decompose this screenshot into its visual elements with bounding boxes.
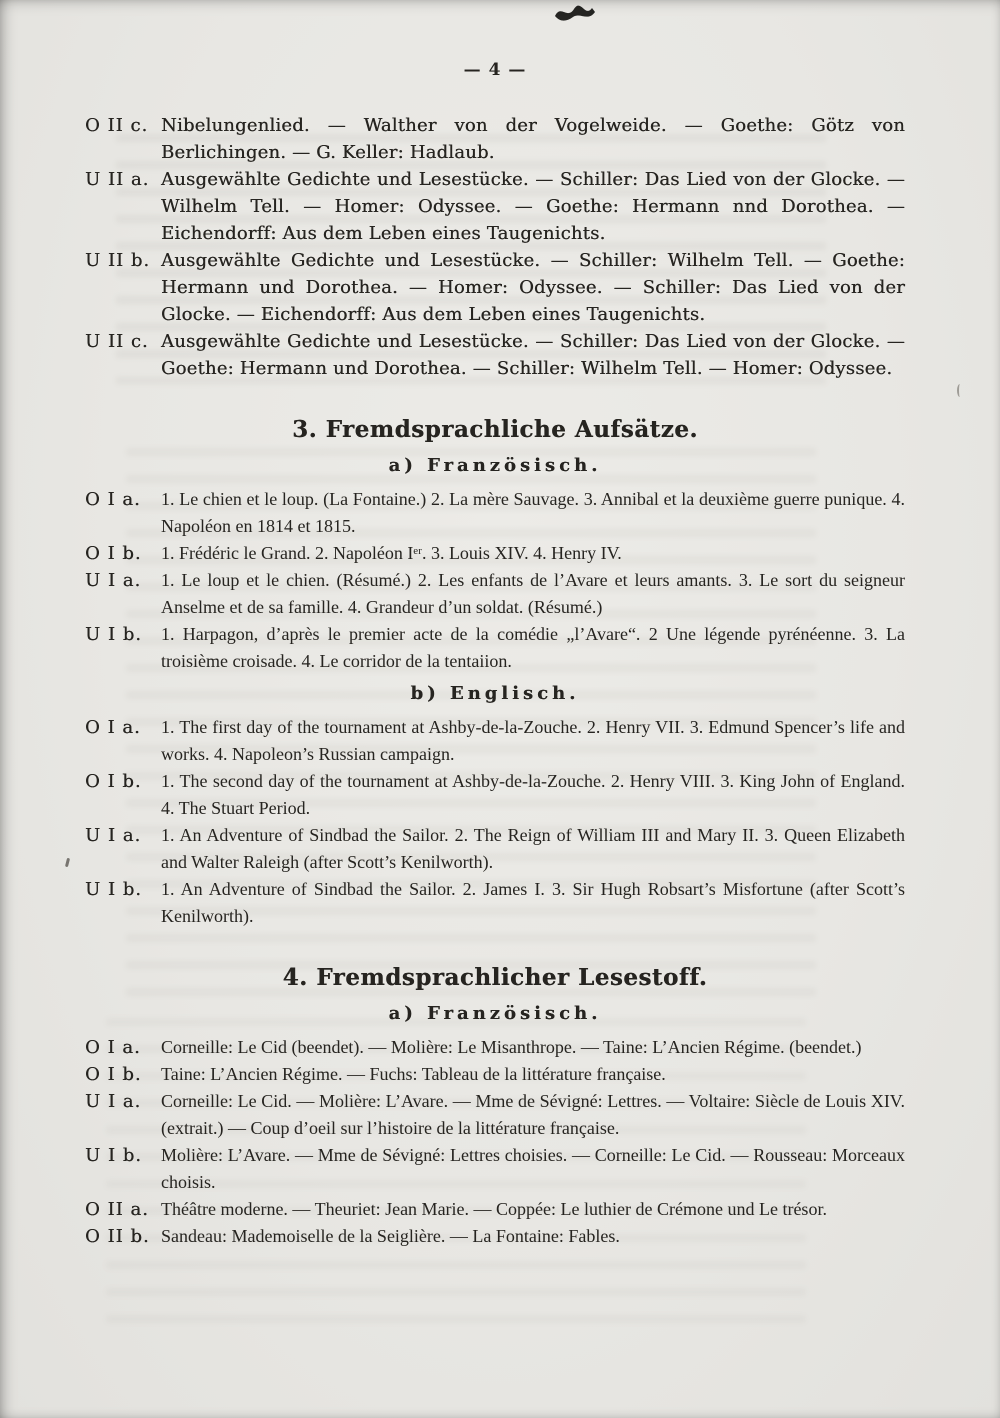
entry-text: Corneille: Le Cid (beendet). — Molière: Le Misanthrope. — Taine: L’Ancien Régime. (beendet.) [161,1037,862,1057]
entry-row [85,1142,905,1196]
entry-label: O I a. [85,489,141,510]
entry-text: Nibelungenlied. — Walther von der Vogelweide. — Goethe: Götz von Berlichingen. — G. Keller: Hadlaub. [161,115,905,163]
entry-text: 1. Le loup et le chien. (Résumé.) 2. Les enfants de l’Avare et leurs amants. 3. Le sort du seigneur Anselme et de sa famille. 4. Grandeur d’un soldat. (Résumé.) [161,570,905,617]
entry-text: Corneille: Le Cid. — Molière: L’Avare. — Mme de Sévigné: Lettres. — Voltaire: Siècle de Louis XIV. (extrait.) — Coup d’oeil sur l’histoire de la littérature française. [161,1091,905,1138]
entry-row [85,567,905,621]
entry-label: O II a. [85,1199,149,1220]
essays-french-entries [85,486,905,675]
entry-row [85,328,905,382]
entry-text: 1. Le chien et le loup. (La Fontaine.) 2. La mère Sauvage. 3. Annibal et la deuxième guerre punique. 4. Napoléon en 1814 et 1815. [161,489,905,536]
entry-label: O I b. [85,771,142,792]
german-reading-list [85,112,905,382]
entry-row [85,768,905,822]
entry-text: 1. The first day of the tournament at Ashby-de-la-Zouche. 2. Henry VII. 3. Edmund Spencer’s life and works. 4. Napoleon’s Russian campaign. [161,717,905,764]
entry-row [85,1034,905,1061]
entry-label: U II a. [85,169,150,190]
entry-row [85,112,905,166]
entry-row [85,486,905,540]
entry-row [85,714,905,768]
entry-text: Ausgewählte Gedichte und Lesestücke. — Schiller: Das Lied von der Glocke. — Wilhelm Tell. — Homer: Odyssee. — Goethe: Hermann nnd Dorothea. — Eichendorff: Aus dem Leben eines Taugenichts. [161,169,905,244]
entry-label: U I b. [85,879,142,900]
entry-label: U II c. [85,331,149,352]
entry-text: 1. Frédéric le Grand. 2. Napoléon Iᵉʳ. 3. Louis XIV. 4. Henry IV. [161,543,622,563]
entry-label: U I a. [85,1091,142,1112]
entry-row [85,1223,905,1250]
entry-label: U II b. [85,250,151,271]
entry-text: Ausgewählte Gedichte und Lesestücke. — Schiller: Wilhelm Tell. — Goethe: Hermann und Dorothea. — Homer: Odyssee. — Schiller: Das Lied von der Glocke. — Eichendorff: Aus dem Leben eines Taugenichts. [161,250,905,325]
entry-row [85,247,905,328]
entry-label: U I b. [85,624,142,645]
entry-text: 1. The second day of the tournament at Ashby-de-la-Zouche. 2. Henry VIII. 3. King John of England. 4. The Stuart Period. [161,771,905,818]
subsection-heading-french-reading: a) Französisch. [388,1003,602,1024]
entry-row [85,1088,905,1142]
entry-label: U I a. [85,825,142,846]
essays-english-entries [85,714,905,930]
entry-label: O II c. [85,115,149,136]
entry-label: O I b. [85,543,142,564]
entry-row [85,1196,905,1223]
entry-text: 1. Harpagon, d’après le premier acte de la comédie „l’Avare“. 2 Une légende pyrénéenne. 3. La troisième croisade. 4. Le corridor de la tentaiion. [161,624,905,671]
entry-label: U I a. [85,570,142,591]
entry-row [85,1061,905,1088]
entry-row [85,876,905,930]
entry-text: 1. An Adventure of Sindbad the Sailor. 2. The Reign of William III and Mary II. 3. Queen Elizabeth and Walter Raleigh (after Scott’s Kenilworth). [161,825,905,872]
entry-row [85,822,905,876]
entry-text: 1. An Adventure of Sindbad the Sailor. 2. James I. 3. Sir Hugh Robsart’s Misfortune (after Scott’s Kenilworth). [161,879,905,926]
reading-french-entries [85,1034,905,1250]
entry-label: O I a. [85,1037,141,1058]
entry-row [85,621,905,675]
section-title-essays: 3. Fremdsprachliche Aufsätze. [292,416,698,443]
subsection-heading-english: b) Englisch. [410,683,580,704]
entry-label: O II b. [85,1226,150,1247]
section-foreign-language-essays [85,416,905,930]
entry-text: Taine: L’Ancien Régime. — Fuchs: Tableau de la littérature française. [161,1064,666,1084]
section-foreign-language-reading [85,964,905,1250]
entry-label: O I a. [85,717,141,738]
section-title-reading: 4. Fremdsprachlicher Lesestoff. [282,964,708,991]
entry-text: Sandeau: Mademoiselle de la Seiglière. — La Fontaine: Fables. [161,1226,620,1246]
subsection-heading-french: a) Französisch. [388,455,602,476]
page-number: — 4 — [463,60,527,80]
entry-label: O I b. [85,1064,142,1085]
entry-text: Molière: L’Avare. — Mme de Sévigné: Lettres choisies. — Corneille: Le Cid. — Rousseau: Morceaux choisis. [161,1145,905,1192]
entry-row [85,540,905,567]
entry-text: Ausgewählte Gedichte und Lesestücke. — Schiller: Das Lied von der Glocke. — Goethe: Hermann und Dorothea. — Schiller: Wilhelm Tell. — Homer: Odyssee. [161,331,905,379]
entry-row [85,166,905,247]
entry-label: U I b. [85,1145,142,1166]
entry-text: Théâtre moderne. — Theuriet: Jean Marie. — Coppée: Le luthier de Crémone und Le trésor. [161,1199,827,1219]
